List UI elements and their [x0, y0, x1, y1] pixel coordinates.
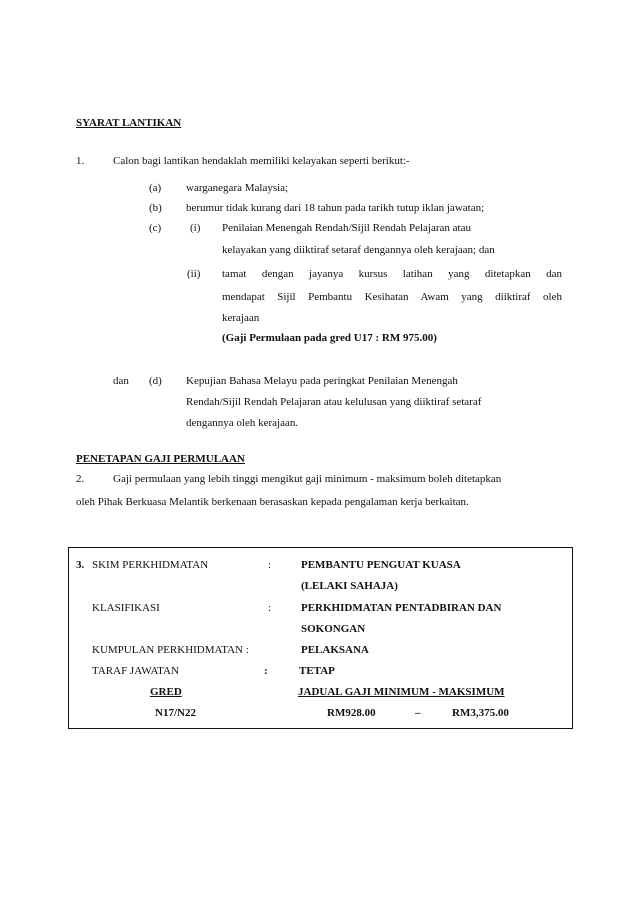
range-dash: – — [415, 707, 421, 719]
dan-label: dan — [113, 375, 129, 387]
sub-item-text: kelayakan yang diiktiraf setaraf dengannya oleh kerajaan; dan — [222, 244, 495, 256]
skim-value: PEMBANTU PENGUAT KUASA — [301, 559, 461, 571]
sub-item-label: (c) — [149, 222, 162, 234]
gred-value: N17/N22 — [155, 707, 196, 719]
section-heading-syarat: SYARAT LANTIKAN — [76, 117, 182, 129]
taraf-label: TARAF JAWATAN — [92, 665, 179, 677]
sub-item-label: (b) — [149, 202, 162, 214]
paragraph-text: oleh Pihak Berkuasa Melantik berkenaan berasaskan kepada pengalaman kerja berkaitan. — [76, 496, 469, 508]
skim-label: SKIM PERKHIDMATAN — [92, 559, 209, 571]
roman-label: (i) — [190, 222, 201, 234]
klasifikasi-label: KLASIFIKASI — [92, 602, 160, 614]
sub-item-text: Rendah/Sijil Rendah Pelajaran atau kelulusan yang diiktiraf setaraf — [186, 396, 482, 408]
paragraph-text: Gaji permulaan yang lebih tinggi mengikut gaji minimum - maksimum boleh ditetapkan — [113, 473, 502, 485]
jawatan-details-box — [68, 547, 573, 729]
colon: : — [264, 665, 268, 677]
gred-header: GRED — [150, 686, 182, 698]
item-number: 2. — [76, 473, 85, 485]
gaji-minimum: RM928.00 — [327, 707, 376, 719]
colon: : — [268, 559, 272, 571]
klasifikasi-value: SOKONGAN — [301, 623, 366, 635]
sub-item-text: warganegara Malaysia; — [186, 182, 289, 194]
kumpulan-value: PELAKSANA — [301, 644, 369, 656]
klasifikasi-value: PERKHIDMATAN PENTADBIRAN DAN — [301, 602, 502, 614]
sub-item-text: Penilaian Menengah Rendah/Sijil Rendah Pelajaran atau — [222, 222, 471, 234]
sub-item-label: (d) — [149, 375, 162, 387]
gaji-maksimum: RM3,375.00 — [452, 707, 509, 719]
box-item-number: 3. — [76, 559, 85, 571]
sub-item-text: mendapat Sijil Pembantu Kesihatan Awam yang diiktiraf oleh — [222, 291, 562, 303]
sub-item-text: berumur tidak kurang dari 18 tahun pada tarikh tutup iklan jawatan; — [186, 202, 485, 214]
sub-item-label: (a) — [149, 182, 162, 194]
sub-item-text: Kepujian Bahasa Melayu pada peringkat Penilaian Menengah — [186, 375, 458, 387]
skim-value: (LELAKI SAHAJA) — [301, 580, 398, 592]
sub-item-text: kerajaan — [222, 312, 260, 324]
item-number: 1. — [76, 155, 85, 167]
sub-item-text: dengannya oleh kerajaan. — [186, 417, 299, 429]
roman-label: (ii) — [187, 268, 201, 280]
colon: : — [268, 602, 272, 614]
kumpulan-label: KUMPULAN PERKHIDMATAN : — [92, 644, 249, 656]
sub-item-text: tamat dengan jayanya kursus latihan yang ditetapkan dan — [222, 268, 562, 280]
section-heading-penetapan: PENETAPAN GAJI PERMULAAN — [76, 453, 245, 465]
taraf-value: TETAP — [299, 665, 335, 677]
jadual-gaji-header: JADUAL GAJI MINIMUM - MAKSIMUM — [298, 686, 505, 698]
item-text: Calon bagi lantikan hendaklah memiliki kelayakan seperti berikut:- — [113, 155, 410, 167]
gaji-note: (Gaji Permulaan pada gred U17 : RM 975.00) — [222, 332, 437, 344]
